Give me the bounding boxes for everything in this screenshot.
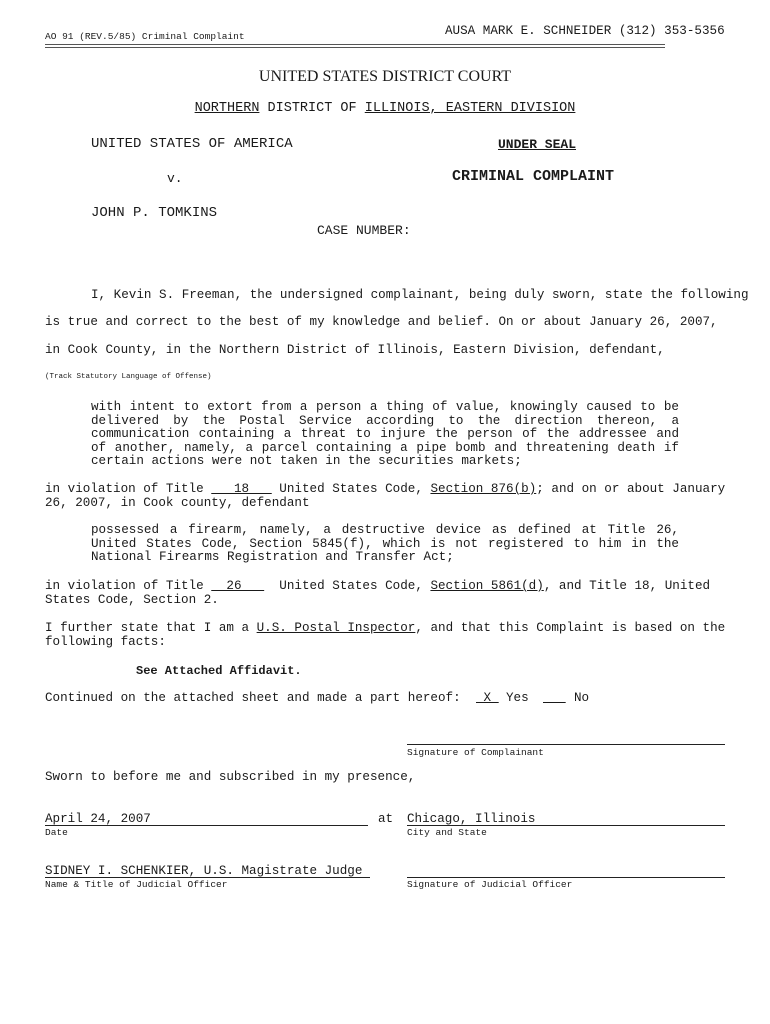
- intro-line-3: in Cook County, in the Northern District of Illinois, Eastern Division, defendant,: [45, 343, 665, 357]
- violation-2-section: Section 5861(d): [430, 579, 544, 593]
- further-pre: I further state that I am a: [45, 621, 257, 635]
- violation-1-post: ; and on or about January: [536, 482, 726, 496]
- date-value: April 24, 2007: [45, 812, 151, 826]
- no-checkbox[interactable]: [543, 692, 566, 706]
- violation-2-pre: in violation of Title: [45, 579, 212, 593]
- document-type: CRIMINAL COMPLAINT: [452, 168, 615, 185]
- affidavit-note: See Attached Affidavit.: [136, 664, 302, 678]
- intro-line-2: is true and correct to the best of my knowledge and belief. On or about January 26, 2007,: [45, 315, 718, 329]
- violation-1-pre: in violation of Title: [45, 482, 212, 496]
- further-line-2: following facts:: [45, 635, 166, 649]
- officer-name: SIDNEY I. SCHENKIER, U.S. Magistrate Judge: [45, 864, 363, 878]
- case-number-label: CASE NUMBER:: [317, 223, 411, 238]
- inspector-role: U.S. Postal Inspector: [256, 621, 416, 635]
- defendant: JOHN P. TOMKINS: [91, 205, 218, 221]
- violation-1-title: 18: [211, 482, 272, 496]
- violation-1-line-2: 26, 2007, in Cook county, defendant: [45, 496, 310, 510]
- ausa-contact: AUSA MARK E. SCHNEIDER (312) 353-5356: [445, 24, 725, 38]
- form-id: AO 91 (REV.5/85) Criminal Complaint: [45, 31, 245, 42]
- city-value: Chicago, Illinois: [407, 812, 536, 826]
- violation-1-section: Section 876(b): [430, 482, 537, 496]
- further-post: , and that this Complaint is based on the: [415, 621, 726, 635]
- officer-signature-line: [407, 877, 725, 878]
- yes-label: Yes: [506, 691, 529, 705]
- complainant-signature-line: [407, 744, 725, 745]
- officer-signature-label: Signature of Judicial Officer: [407, 879, 573, 890]
- complainant-signature-label: Signature of Complainant: [407, 747, 544, 758]
- violation-1-mid: United States Code,: [271, 482, 431, 496]
- plaintiff: UNITED STATES OF AMERICA: [91, 136, 293, 152]
- track-note: (Track Statutory Language of Offense): [45, 373, 212, 381]
- court-title: UNITED STATES DISTRICT COURT: [258, 68, 512, 85]
- court-district: [0, 102, 770, 116]
- offense-2-text: possessed a firearm, namely, a destructive device as defined at Title 26, United States Code, Section 5845(f), which is not registered to him in the National Firearms Registration and Transfer Act;: [91, 523, 679, 565]
- date-line: [45, 825, 368, 826]
- officer-label: Name & Title of Judicial Officer: [45, 879, 228, 890]
- district-of: DISTRICT OF: [259, 101, 365, 116]
- division-name: ILLINOIS, EASTERN DIVISION: [364, 101, 576, 116]
- further-line-1: [45, 622, 725, 636]
- yes-checkbox[interactable]: X: [476, 691, 499, 705]
- violation-2-title: 26: [211, 579, 265, 593]
- violation-1-line-1: [45, 483, 725, 497]
- officer-line: [45, 877, 370, 878]
- under-seal: UNDER SEAL: [498, 137, 577, 152]
- district-name: NORTHERN: [194, 101, 260, 116]
- sworn-statement: Sworn to before me and subscribed in my presence,: [45, 770, 416, 784]
- date-label: Date: [45, 827, 68, 838]
- header-rule: [45, 44, 665, 48]
- violation-2-line-1: [45, 580, 725, 594]
- violation-2-line-2: States Code, Section 2.: [45, 593, 219, 607]
- city-label: City and State: [407, 827, 487, 838]
- versus: v.: [167, 171, 183, 186]
- violation-2-post: , and Title 18, United: [543, 579, 711, 593]
- no-label: No: [574, 691, 590, 705]
- city-line: [407, 825, 725, 826]
- continued-text: Continued on the attached sheet and made a part hereof:: [45, 691, 461, 705]
- violation-2-mid: United States Code,: [264, 579, 431, 593]
- offense-1-text: with intent to extort from a person a thing of value, knowingly caused to be delivered by the Postal Service according to the direction thereon, a communication containing a threat to injure the person of the addressee and of another, namely, a parcel containing a pipe bomb and threatening death if certain actions were not taken in the securities markets;: [91, 400, 679, 469]
- intro-line-1: I, Kevin S. Freeman, the undersigned complainant, being duly sworn, state the following: [91, 288, 749, 302]
- at-label: at: [378, 812, 394, 826]
